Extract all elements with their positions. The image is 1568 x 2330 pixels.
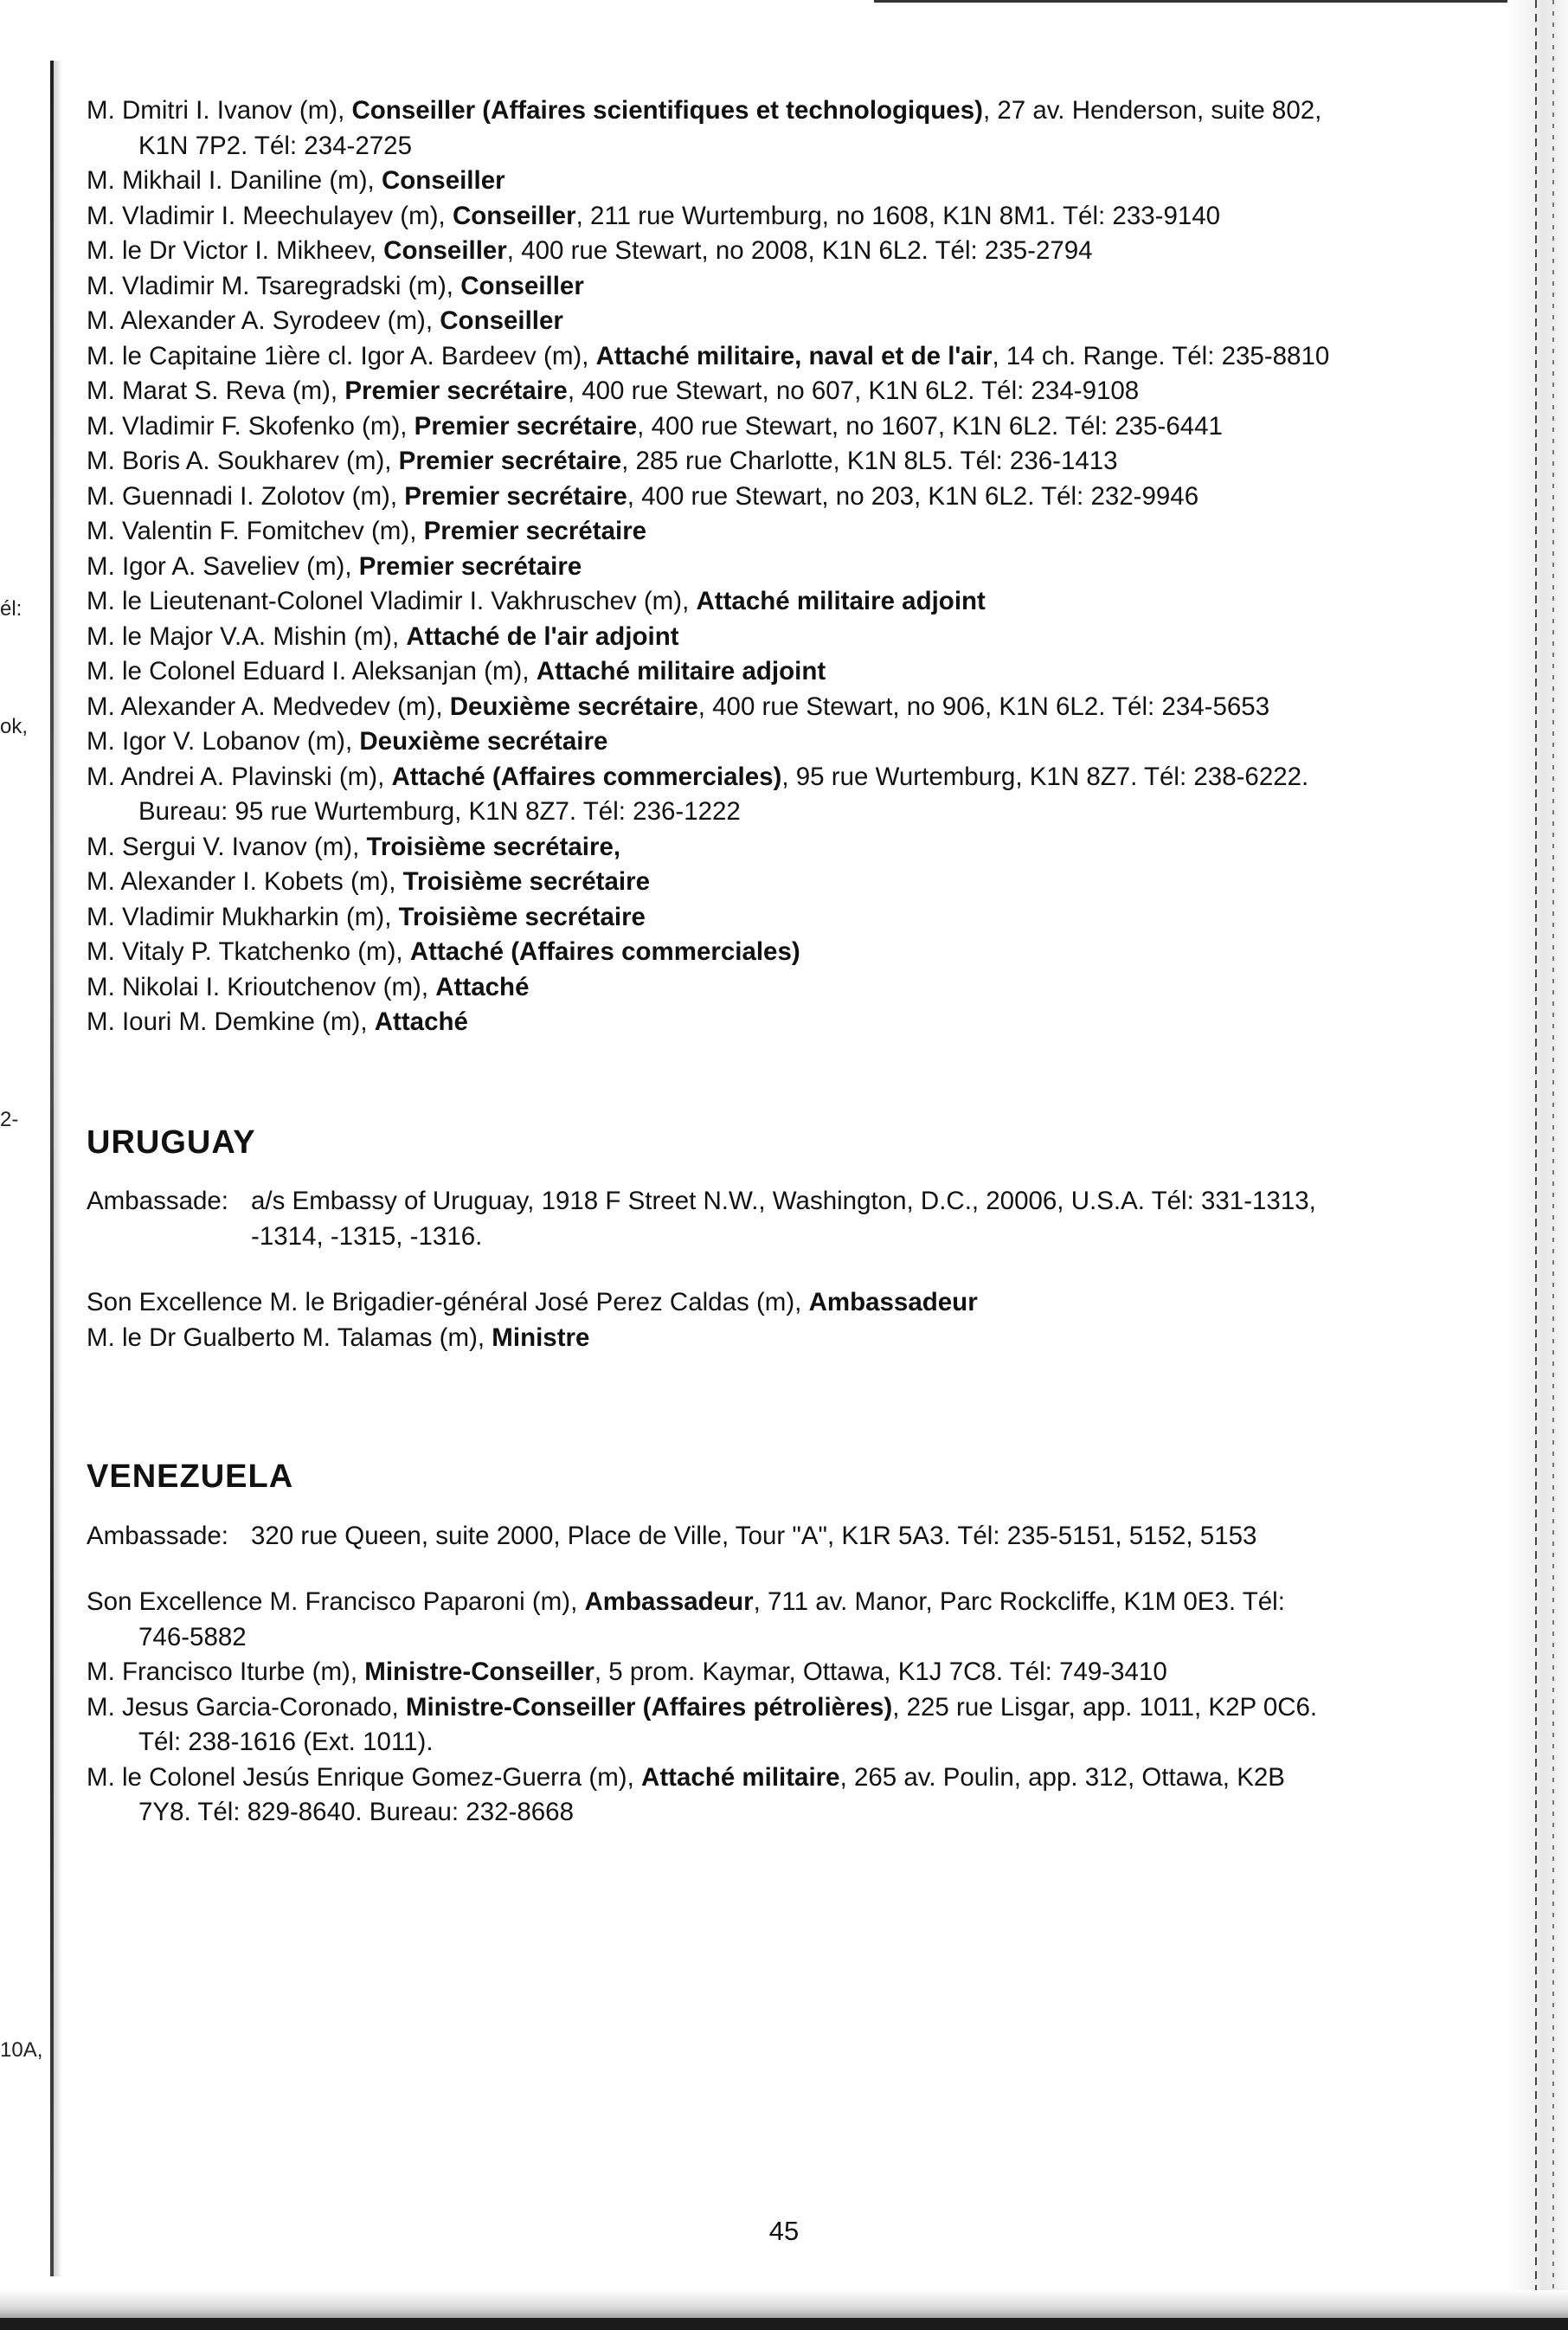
diplomat-entry [87, 900, 1333, 936]
diplomat-address: , 27 av. Henderson, suite 802, K1N 7P2. Tél: 234-2725 [138, 96, 1322, 160]
scan-edge-bottom [0, 2290, 1568, 2330]
diplomat-title: Conseiller [460, 271, 584, 300]
diplomat-title: Premier secrétaire [398, 447, 622, 475]
diplomat-address: , 285 rue Charlotte, K1N 8L5. Tél: 236-1413 [621, 447, 1118, 475]
address-text: 320 rue Queen, suite 2000, Place de Ville, Tour "A", K1R 5A3. Tél: 235-5151, 5152, 5153 [251, 1521, 1257, 1550]
diplomat-entry [87, 1655, 1333, 1690]
diplomat-name: M. Valentin F. Fomitchev (m), [87, 517, 424, 545]
diplomat-name: M. le Colonel Jesús Enrique Gomez-Guerra (m), [87, 1762, 642, 1792]
diplomat-title: Attaché [435, 972, 530, 1001]
diplomat-title: Conseiller [381, 166, 505, 195]
diplomat-entry [87, 620, 1333, 655]
diplomat-list-venezuela [87, 1585, 1333, 1831]
scan-edge-right [1507, 0, 1568, 2330]
scan-top-rule [874, 0, 1568, 3]
diplomat-entry [87, 164, 1333, 199]
diplomat-name: M. le Capitaine 1ière cl. Igor A. Bardeev (m), [87, 341, 596, 370]
diplomat-title: Attaché militaire, naval et de l'air [595, 341, 993, 370]
diplomat-entry [87, 970, 1333, 1006]
diplomat-title: Ministre-Conseiller (Affaires pétrolières) [405, 1692, 893, 1722]
diplomat-entry [87, 654, 1333, 690]
diplomat-address: , 211 rue Wurtemburg, no 1608, K1N 8M1. Tél: 233-9140 [575, 201, 1221, 230]
diplomat-list-uruguay [87, 1285, 1333, 1355]
diplomat-entry [87, 1760, 1333, 1831]
diplomat-entry [87, 480, 1333, 515]
diplomat-entry [87, 234, 1333, 269]
diplomat-name: M. Vladimir F. Skofenko (m), [87, 411, 414, 441]
diplomat-name: M. le Colonel Eduard I. Aleksanjan (m), [87, 657, 537, 685]
diplomat-address: , 5 prom. Kaymar, Ottawa, K1J 7C8. Tél: 749-3410 [594, 1657, 1167, 1686]
diplomat-address: , 400 rue Stewart, no 1607, K1N 6L2. Tél: 235-6441 [637, 411, 1223, 441]
diplomat-entry [87, 865, 1333, 900]
diplomat-title: Ambassadeur [584, 1587, 754, 1616]
diplomat-title: Premier secrétaire [344, 377, 568, 405]
diplomat-entry [87, 269, 1333, 305]
diplomat-name: M. Nikolai I. Krioutchenov (m), [87, 972, 436, 1001]
diplomat-address: , 265 av. Poulin, app. 312, Ottawa, K2B 7Y8. Tél: 829-8640. Bureau: 232-8668 [138, 1762, 1285, 1826]
diplomat-entry [87, 339, 1333, 375]
diplomat-address: , 95 rue Wurtemburg, K1N 8Z7. Tél: 238-6222. Bureau: 95 rue Wurtemburg, K1N 8Z7. Tél: 236-1222 [138, 762, 1309, 826]
diplomat-title: Deuxième secrétaire [449, 692, 698, 721]
margin-fragment: ok, [0, 715, 29, 738]
section-heading-uruguay: URUGUAY [87, 1123, 256, 1161]
binding-shadow [54, 61, 62, 2276]
diplomat-name: Son Excellence M. Francisco Paparoni (m), [87, 1587, 585, 1616]
diplomat-entry [87, 830, 1333, 866]
diplomat-title: Attaché militaire [641, 1762, 840, 1792]
diplomat-address: , 400 rue Stewart, no 607, K1N 6L2. Tél: 234-9108 [567, 377, 1140, 405]
diplomat-title: Conseiller (Affaires scientifiques et technologiques) [351, 96, 983, 125]
diplomat-entry [87, 935, 1333, 970]
diplomat-address: , 14 ch. Range. Tél: 235-8810 [992, 341, 1330, 370]
diplomat-name: M. Jesus Garcia-Coronado, [87, 1692, 406, 1722]
embassy-address-uruguay [87, 1184, 1333, 1254]
diplomat-name: M. Boris A. Soukharev (m), [87, 447, 399, 475]
diplomat-name: M. Francisco Iturbe (m), [87, 1657, 365, 1686]
diplomat-name: M. Sergui V. Ivanov (m), [87, 832, 367, 861]
diplomat-title: Premier secrétaire [358, 551, 582, 581]
diplomat-name: M. Mikhail I. Daniline (m), [87, 166, 382, 195]
diplomat-title: Attaché militaire adjoint [696, 587, 986, 615]
page-number: 45 [768, 2216, 800, 2246]
diplomat-name: M. Igor A. Saveliev (m), [87, 551, 359, 581]
diplomat-name: M. Vitaly P. Tkatchenko (m), [87, 937, 410, 966]
diplomat-name: M. Alexander I. Kobets (m), [87, 867, 403, 896]
address-text: a/s Embassy of Uruguay, 1918 F Street N.W., Washington, D.C., 20006, U.S.A. Tél: 331-1313, -1314, -1315, -1316. [251, 1187, 1316, 1251]
diplomat-title: Attaché [374, 1007, 468, 1036]
diplomat-title: Conseiller [452, 201, 576, 230]
diplomat-name: M. Andrei A. Plavinski (m), [87, 762, 392, 791]
diplomat-address: , 400 rue Stewart, no 906, K1N 6L2. Tél: 234-5653 [697, 692, 1270, 721]
diplomat-title: Ministre [492, 1323, 590, 1352]
margin-fragment: él: [0, 597, 22, 621]
diplomat-entry [87, 1690, 1333, 1760]
diplomat-name: M. Dmitri I. Ivanov (m), [87, 96, 352, 125]
diplomat-name: M. Vladimir M. Tsaregradski (m), [87, 271, 461, 300]
diplomat-entry [87, 409, 1333, 445]
document-body [87, 93, 1333, 1831]
diplomat-name: M. Alexander A. Medvedev (m), [87, 692, 450, 721]
diplomat-name: M. Vladimir Mukharkin (m), [87, 902, 399, 931]
diplomat-name: M. Guennadi I. Zolotov (m), [87, 481, 405, 511]
diplomat-address: , 400 rue Stewart, no 2008, K1N 6L2. Tél: 235-2794 [506, 236, 1093, 265]
diplomat-entry [87, 304, 1333, 339]
diplomat-name: M. Alexander A. Syrodeev (m), [87, 306, 440, 335]
embassy-address-venezuela [87, 1519, 1333, 1554]
diplomat-entry [87, 199, 1333, 235]
diplomat-entry [87, 690, 1333, 725]
diplomat-name: M. le Lieutenant-Colonel Vladimir I. Vakhruschev (m), [87, 587, 697, 615]
diplomat-title: Premier secrétaire [414, 411, 638, 441]
diplomat-name: Son Excellence M. le Brigadier-général José Perez Caldas (m), [87, 1288, 809, 1316]
diplomat-entry [87, 1005, 1333, 1040]
diplomat-entry [87, 1321, 1333, 1356]
diplomat-title: Troisième secrétaire, [366, 832, 621, 861]
diplomat-title: Premier secrétaire [404, 481, 627, 511]
diplomat-name: M. le Dr Gualberto M. Talamas (m), [87, 1323, 492, 1352]
diplomat-entry [87, 584, 1333, 620]
diplomat-name: M. le Dr Victor I. Mikheev, [87, 236, 384, 265]
diplomat-address: , 400 rue Stewart, no 203, K1N 6L2. Tél: 232-9946 [627, 481, 1199, 511]
diplomat-title: Attaché (Affaires commerciales) [409, 937, 800, 966]
margin-fragment: 10A, [0, 2038, 43, 2062]
diplomat-name: M. Marat S. Reva (m), [87, 377, 345, 405]
diplomat-title: Ambassadeur [808, 1288, 978, 1316]
diplomat-title: Conseiller [383, 236, 507, 265]
section-heading-venezuela: VENEZUELA [87, 1458, 294, 1495]
diplomat-entry [87, 760, 1333, 830]
diplomat-name: M. Vladimir I. Meechulayev (m), [87, 201, 453, 230]
diplomat-entry [87, 444, 1333, 480]
diplomat-entry [87, 724, 1333, 760]
diplomat-name: M. le Major V.A. Mishin (m), [87, 621, 407, 651]
diplomat-address: , 225 rue Lisgar, app. 1011, K2P 0C6. Tél: 238-1616 (Ext. 1011). [138, 1692, 1318, 1756]
diplomat-address: , 711 av. Manor, Parc Rockcliffe, K1M 0E3. Tél: 746-5882 [138, 1587, 1285, 1651]
diplomat-entry [87, 1585, 1333, 1655]
diplomat-title: Deuxième secrétaire [359, 727, 608, 756]
address-label: Ambassade: [87, 1187, 228, 1215]
diplomat-title: Attaché (Affaires commerciales) [391, 762, 782, 791]
margin-fragment: 2- [0, 1108, 19, 1131]
diplomat-list-russia [87, 93, 1333, 1040]
diplomat-entry [87, 514, 1333, 550]
diplomat-title: Attaché de l'air adjoint [406, 621, 679, 651]
diplomat-entry [87, 550, 1333, 585]
diplomat-entry [87, 93, 1333, 164]
diplomat-name: M. Igor V. Lobanov (m), [87, 727, 360, 756]
diplomat-title: Premier secrétaire [423, 517, 647, 545]
diplomat-title: Troisième secrétaire [398, 902, 646, 931]
diplomat-entry [87, 1285, 1333, 1321]
diplomat-title: Ministre-Conseiller [364, 1657, 594, 1686]
diplomat-name: M. Iouri M. Demkine (m), [87, 1007, 375, 1036]
address-label: Ambassade: [87, 1521, 228, 1550]
diplomat-entry [87, 374, 1333, 409]
diplomat-title: Attaché militaire adjoint [536, 657, 826, 685]
diplomat-title: Troisième secrétaire [402, 867, 650, 896]
diplomat-title: Conseiller [440, 306, 563, 335]
